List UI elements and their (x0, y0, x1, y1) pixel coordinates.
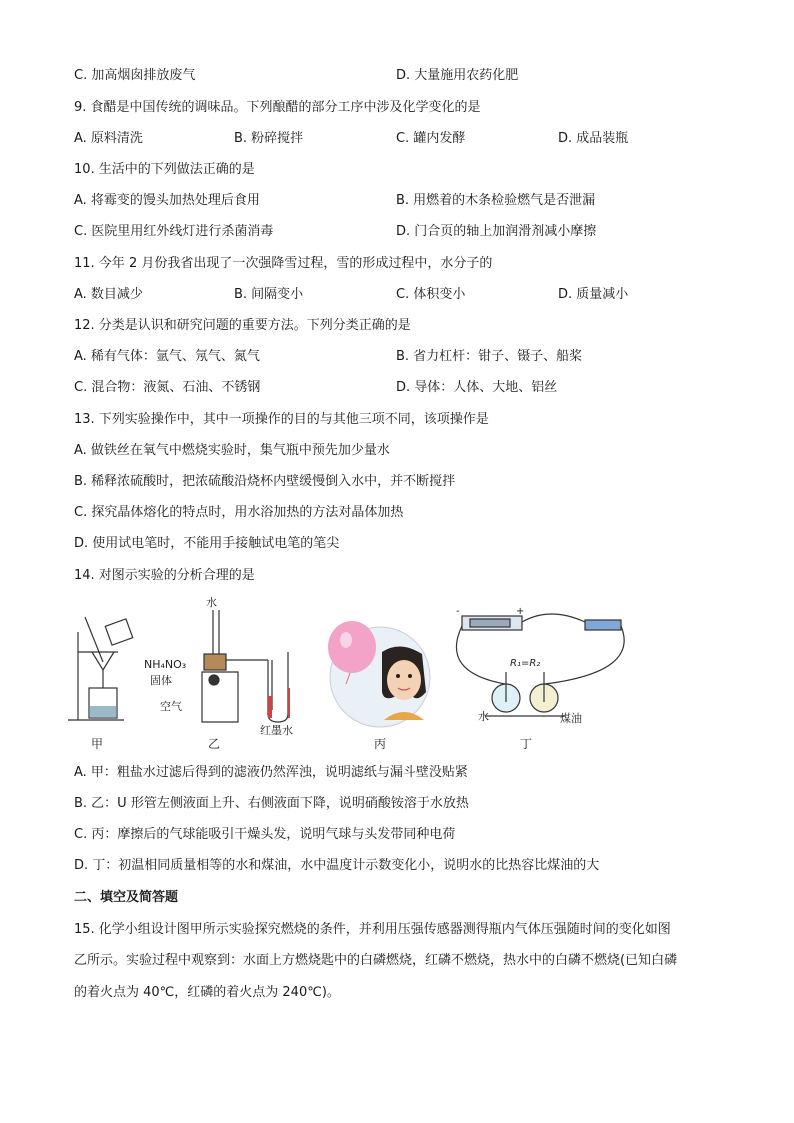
q14-option-d: D. 丁：初温相同质量相等的水和煤油，水中温度计示数变化小，说明水的比热容比煤油的大 (74, 858, 600, 873)
section-2-title: 二、填空及简答题 (74, 890, 179, 905)
figure-yi-water-label: 水 (206, 596, 217, 609)
q10-option-b: B. 用燃着的木条检验燃气是否泄漏 (396, 193, 596, 208)
figure-label-bing: 丙 (374, 737, 387, 751)
q12-option-a: A. 稀有气体：氩气、氖气、氮气 (74, 349, 260, 364)
figure-label-jia: 甲 (91, 737, 104, 751)
figure-yi-solid-label: 固体 (150, 674, 172, 687)
q10-stem: 10. 生活中的下列做法正确的是 (74, 162, 255, 177)
q12-option-d: D. 导体：人体、大地、铝丝 (396, 380, 558, 395)
figure-ding-minus: - (456, 606, 460, 617)
q14-option-a: A. 甲：粗盐水过滤后得到的滤液仍然浑浊，说明滤纸与漏斗壁没贴紧 (74, 765, 468, 780)
q12-option-b: B. 省力杠杆：钳子、镊子、船桨 (396, 349, 583, 364)
q11-option-c: C. 体积变小 (396, 287, 466, 302)
q10-option-d: D. 门合页的轴上加润滑剂减小摩擦 (396, 224, 597, 239)
q9-option-d: D. 成品装瓶 (558, 131, 629, 146)
q14-option-b: B. 乙：U 形管左侧液面上升、右侧液面下降，说明硝酸铵溶于水放热 (74, 796, 469, 811)
q11-option-b: B. 间隔变小 (234, 287, 304, 302)
q13-option-c: C. 探究晶体熔化的特点时，用水浴加热的方法对晶体加热 (74, 505, 404, 520)
q9-option-a: A. 原料清洗 (74, 131, 143, 146)
q15-line-3: 的着火点为 40℃，红磷的着火点为 240℃)。 (74, 985, 340, 1000)
q10-option-c: C. 医院里用红外线灯进行杀菌消毒 (74, 224, 274, 239)
figure-ding-plus: + (516, 606, 525, 617)
q11-stem: 11. 今年 2 月份我省出现了一次强降雪过程，雪的形成过程中，水分子的 (74, 256, 493, 271)
q13-option-a: A. 做铁丝在氧气中燃烧实验时，集气瓶中预先加少量水 (74, 443, 390, 458)
q13-stem: 13. 下列实验操作中，其中一项操作的目的与其他三项不同，该项操作是 (74, 412, 489, 427)
figure-ding-kerosene-label: 煤油 (560, 712, 582, 725)
q12-option-c: C. 混合物：液氮、石油、不锈钢 (74, 380, 261, 395)
figure-jia-filtration (68, 617, 133, 720)
q11-option-d: D. 质量减小 (558, 287, 629, 302)
q13-option-d: D. 使用试电笔时，不能用手接触试电笔的笔尖 (74, 536, 340, 551)
q9-stem: 9. 食醋是中国传统的调味品。下列酿醋的部分工序中涉及化学变化的是 (74, 100, 481, 115)
q14-stem: 14. 对图示实验的分析合理的是 (74, 568, 255, 583)
figure-yi-air-label: 空气 (160, 700, 182, 713)
q15-line-2: 乙所示。实验过程中观察到：水面上方燃烧匙中的白磷燃烧，红磷不燃烧，热水中的白磷不燃烧(已知白磷 (74, 953, 678, 968)
figure-ding-circuit (456, 614, 624, 716)
q10-option-a: A. 将霉变的馒头加热处理后食用 (74, 193, 260, 208)
figure-label-yi: 乙 (208, 737, 221, 751)
figure-ding-resistor-label: R₁=R₂ (510, 658, 541, 669)
q14-option-c: C. 丙：摩擦后的气球能吸引干燥头发，说明气球与头发带同种电荷 (74, 827, 456, 842)
q12-stem: 12. 分类是认识和研究问题的重要方法。下列分类正确的是 (74, 318, 411, 333)
q15-line-1: 15. 化学小组设计图甲所示实验探究燃烧的条件，并利用压强传感器测得瓶内气体压强随时间的变化如图 (74, 922, 671, 937)
figure-label-ding: 丁 (520, 737, 533, 751)
figure-yi-u-tube (202, 610, 290, 722)
figure-yi-red-ink-label: 红墨水 (260, 724, 293, 737)
figure-bing-balloon-photo (328, 621, 430, 727)
q9-option-c: C. 罐内发酵 (396, 131, 466, 146)
q14-figure (0, 592, 794, 762)
figure-yi-nh4no3-label: NH₄NO₃ (144, 658, 187, 671)
q13-option-b: B. 稀释浓硫酸时，把浓硫酸沿烧杯内壁缓慢倒入水中，并不断搅拌 (74, 474, 456, 489)
figure-ding-water-label: 水 (478, 710, 489, 723)
q11-option-a: A. 数目减少 (74, 287, 143, 302)
q8-option-d: D. 大量施用农药化肥 (396, 68, 519, 83)
q9-option-b: B. 粉碎搅拌 (234, 131, 304, 146)
q8-option-c: C. 加高烟囱排放废气 (74, 68, 196, 83)
